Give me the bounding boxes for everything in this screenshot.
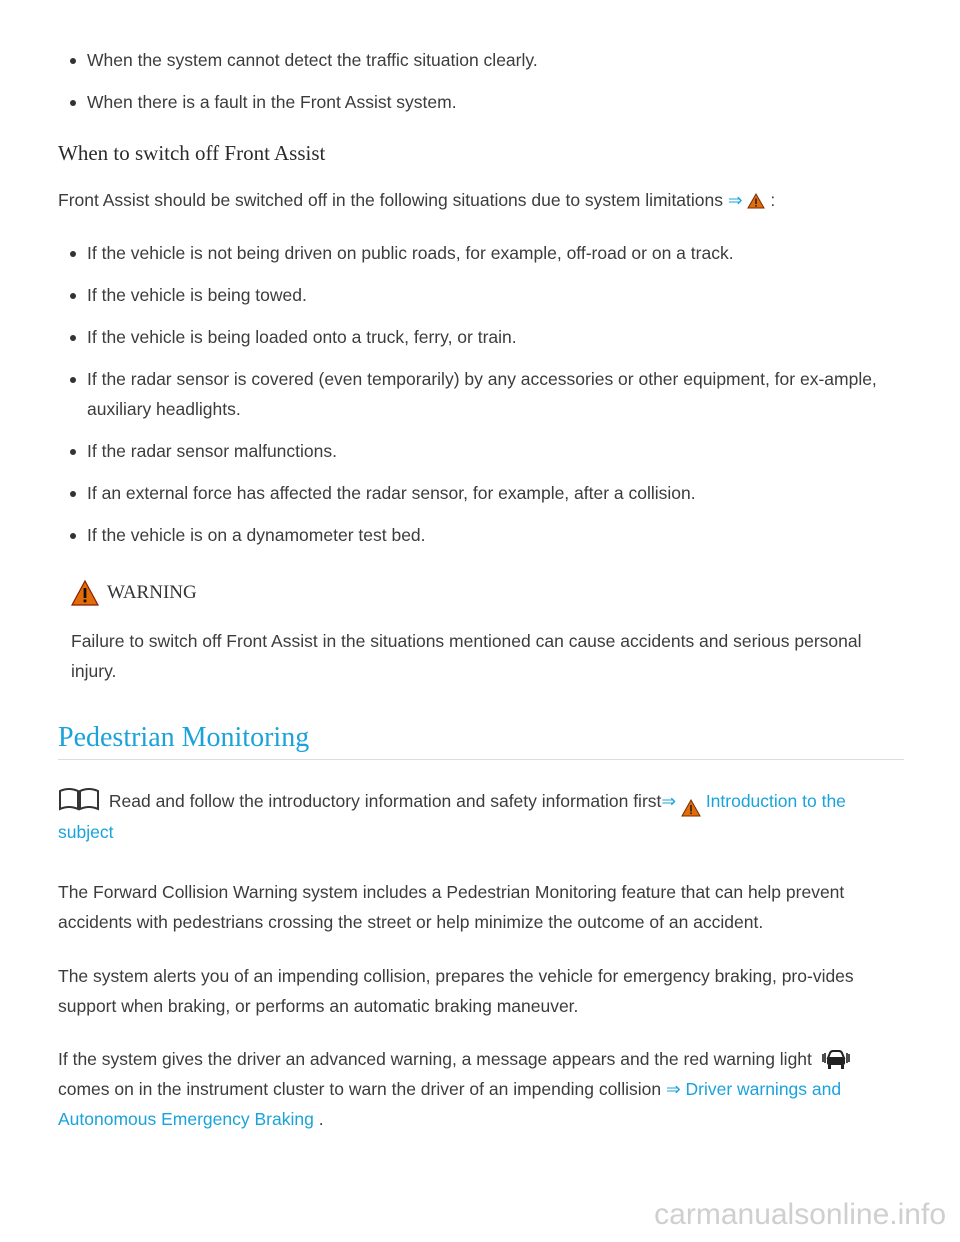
pedestrian-monitoring-title: Pedestrian Monitoring (58, 722, 904, 760)
arrow-icon: ⇒ (661, 791, 677, 811)
warning-triangle-icon (747, 193, 765, 209)
switch-off-list (58, 238, 904, 562)
warning-text: Failure to switch off Front Assist in the situations mentioned can cause accidents and serious personal injury. (71, 631, 862, 681)
switch-off-intro (58, 185, 904, 215)
warning-box (71, 580, 871, 686)
read-first-note (58, 786, 904, 847)
list-item: If the vehicle is not being driven on public roads, for example, off-road or on a track. (58, 238, 904, 268)
switch-off-intro-text: Front Assist should be switched off in the following situations due to system limitations (58, 190, 724, 210)
warning-title: WARNING (107, 582, 197, 603)
driver-warnings-link[interactable]: ⇒ Driver warnings and Autonomous Emergency Braking (58, 1079, 842, 1129)
watermark: carmanualsonline.info (654, 1198, 946, 1231)
list-item: If the vehicle is on a dynamometer test bed. (58, 520, 904, 550)
warning-icon (71, 580, 99, 606)
intro-link-text: Introduction to the subject (58, 791, 846, 842)
list-item: When the system cannot detect the traffic situation clearly. (58, 45, 904, 75)
list-item: If the vehicle is being loaded onto a truck, ferry, or train. (58, 322, 904, 352)
read-first-text: Read and follow the introductory information and safety information first (108, 791, 662, 811)
colon: : (770, 190, 776, 210)
list-item: If the radar sensor malfunctions. (58, 436, 904, 466)
switch-off-heading: When to switch off Front Assist (58, 141, 326, 165)
list-item: If the vehicle is being towed. (58, 280, 904, 310)
warning-triangle-icon (681, 799, 701, 817)
warning-header (71, 580, 871, 606)
list-item: If an external force has affected the radar sensor, for example, after a collision. (58, 478, 904, 508)
list-item: If the radar sensor is covered (even temporarily) by any accessories or other equipment, for ex-ample, auxiliary headlights. (58, 364, 904, 424)
pedestrian-paragraph-3 (58, 1044, 904, 1134)
para3-text-a: If the system gives the driver an advanced warning, a message appears and the red warning light (58, 1049, 812, 1069)
pedestrian-paragraph-2: The system alerts you of an impending collision, prepares the vehicle for emergency braking, pro-vides support when braking, or performs an automatic braking maneuver. (58, 966, 854, 1016)
pedestrian-paragraph-1: The Forward Collision Warning system includes a Pedestrian Monitoring feature that can help prevent accidents with pedestrians crossing the street or help minimize the outcome of an accident. (58, 882, 845, 932)
para3-text-b: comes on in the instrument cluster to warn the driver of an impending collision (58, 1079, 662, 1099)
arrow-icon: ⇒ (727, 190, 743, 210)
collision-warning-light-icon (821, 1049, 851, 1071)
fault-condition-list (58, 45, 904, 129)
list-item: When there is a fault in the Front Assist system. (58, 87, 904, 117)
warning-link[interactable] (728, 190, 770, 210)
para3-end: . (318, 1109, 324, 1129)
book-icon (58, 787, 100, 811)
